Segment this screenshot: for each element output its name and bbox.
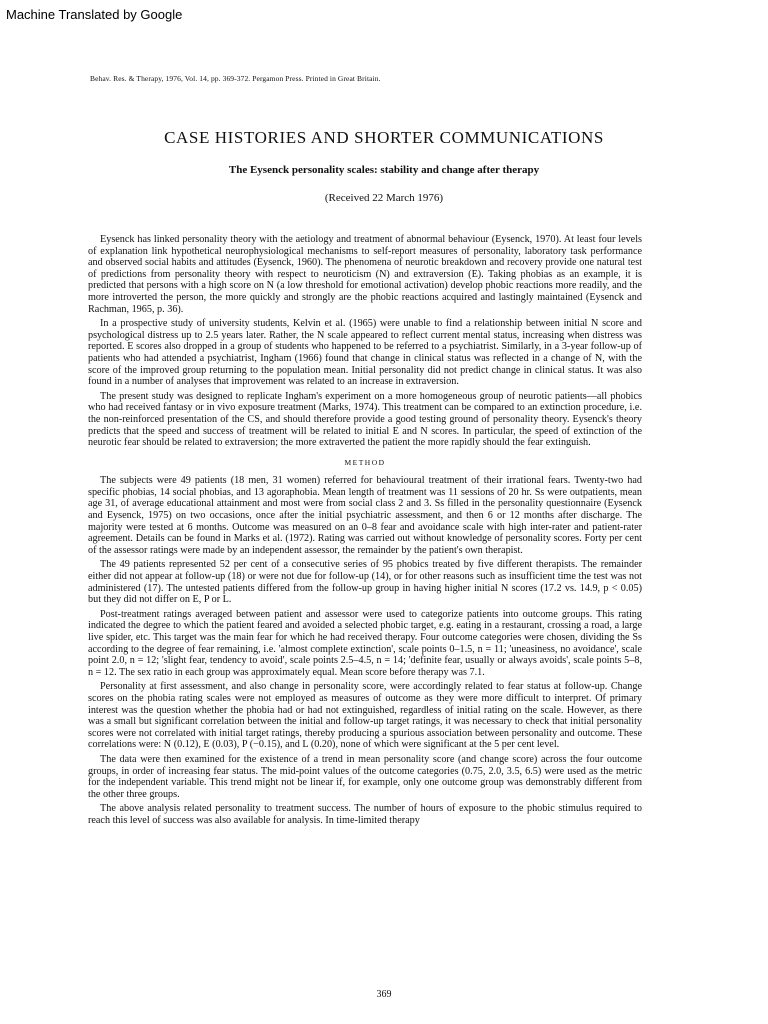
received-date: (Received 22 March 1976): [324, 192, 444, 204]
journal-reference: Behav. Res. & Therapy, 1976, Vol. 14, pp. 369-372. Pergamon Press. Printed in Great Britain.: [90, 74, 381, 83]
intro-paragraph-1: Eysenck has linked personality theory with the aetiology and treatment of abnormal behaviour (Eysenck, 1970). At least four levels of explanation link hypothetical neurophysiological mechanisms to self-report measures of personality, laboratory task performance and observed social habits and attitudes (Eysenck, 1960). The phenomena of neurotic breakdown and recovery provide one natural test of predictions from personality theory with respect to neuroticism (N) and extraversion (E). Taking phobias as an example, it is predicted that persons with a high score on N (a low threshold for emotional activation) develop phobic reactions more readily, and the more introverted the person, the more quickly and strongly are the phobic reactions acquired and lastingly maintained (Eysenck and Rachman, 1965, p. 36).: [88, 234, 642, 315]
section-title: CASE HISTORIES AND SHORTER COMMUNICATIONS: [164, 128, 604, 147]
translation-banner: Machine Translated by Google: [6, 7, 183, 22]
article-title: The Eysenck personality scales: stability and change after therapy: [228, 164, 540, 176]
method-paragraph-4: Personality at first assessment, and also change in personality score, were accordingly related to fear status at follow-up. Change scores on the phobia rating scales were not employed as measures of outcome as they were more difficult to interpret. Of primary interest was the question whether the phobia had or had not extinguished, regardless of initial rating on the scale. However, as there was a small but significant correlation between the initial and follow-up target ratings, it was necessary to check that initial personality scores were not correlated with initial target ratings, thereby producing a spurious association between personality and outcome. These correlations were: N (0.12), E (0.03), P (−0.15), and L (0.20), none of which were significant at the 5 per cent level.: [88, 681, 642, 751]
method-heading: METHOD: [344, 457, 386, 467]
method-paragraph-6: The above analysis related personality to treatment success. The number of hours of exposure to the phobic stimulus required to reach this level of success was also available for analysis. In time-limited therapy: [88, 803, 642, 826]
page-number: 369: [376, 989, 392, 1000]
method-paragraph-1: The subjects were 49 patients (18 men, 31 women) referred for behavioural treatment of their irrational fears. Twenty-two had specific phobias, 14 social phobias, and 13 agoraphobia. Mean length of treatment was 11 sessions of 20 hr. Ss were outpatients, mean age 31, of average educational attainment and most were from social class 2 and 3. Ss filled in the personality questionnaire (Eysenck and Eysenck, 1975) on two occasions, once after the initial psychiatric assessment, and then 6 or 12 months after discharge. The majority were tested at 6 months. Outcome was measured on an 0–8 fear and avoidance scale with high inter-rater and patient-rater agreement. Details can be found in Marks et al. (1972). Rating was carried out without knowledge of personality scores. Forty per cent of the assessor ratings were made by an independent assessor, the remainder by the patient's own therapist.: [88, 475, 642, 556]
method-paragraph-3: Post-treatment ratings averaged between patient and assessor were used to categorize patients into outcome groups. This rating indicated the degree to which the patient feared and avoided a selected phobic target, e.g. eating in a restaurant, crossing a road, a large live spider, etc. This target was the main fear for which he had received therapy. Four outcome categories were chosen, dividing the Ss according to the degree of fear remaining, i.e. 'almost complete extinction', scale points 0–1.5, n = 11; 'uneasiness, no avoidance', scale point 2.0, n = 12; 'slight fear, tendency to avoid', scale points 2.5–4.5, n = 14; 'definite fear, usually or always avoids', scale points 5–8, n = 12. The sex ratio in each group was approximately equal. Mean score before therapy was 7.1.: [88, 608, 642, 678]
article-body: [88, 234, 642, 830]
intro-paragraph-3: The present study was designed to replicate Ingham's experiment on a more homogeneous group of neurotic patients—all phobics who had received fantasy or in vivo exposure treatment (Marks, 1974). This treatment can be compared to an extinction procedure, i.e. the non-reinforced presentation of the CS, and should therefore provide a good testing ground of personality theory. Eysenck's theory predicts that the speed and success of treatment will be related to initial E and N scores. In particular, the speed of extinction of the neurotic fear should be related to extraversion; the more extraverted the patient the more rapidly should the fear extinguish.: [88, 390, 642, 449]
method-paragraph-5: The data were then examined for the existence of a trend in mean personality score (and change score) across the four outcome groups, in order of increasing fear status. The mid-point values of the outcome categories (0.75, 2.0, 3.5, 6.5) were used as the metric for the independent variable. This trend might not be linear if, for example, only one outcome group was demonstrably different from the other three groups.: [88, 753, 642, 800]
intro-paragraph-2: In a prospective study of university students, Kelvin et al. (1965) were unable to find a relationship between initial N score and psychological distress up to 2.5 years later. Rather, the N scale appeared to reflect current mental status, increasing when distress was reported. E scores also dropped in a group of students who happened to be referred to a psychiatrist. Similarly, in a 3-year follow-up of patients who had attended a psychiatrist, Ingham (1966) found that change in clinical status was reflected in a change of N, with the score of the improved group returning to the population mean. Initial personality did not predict change in clinical status. It was also found in a number of analyses that improvement was related to an increase in extraversion.: [88, 318, 642, 388]
method-paragraph-2: The 49 patients represented 52 per cent of a consecutive series of 95 phobics treated by five different therapists. The remainder either did not appear at follow-up (18) or were not due for follow-up (14), or for other reasons such as insufficient time the test was not administered (17). The untested patients differed from the follow-up group in having higher initial N scores (17.2 vs. 14.9, p < 0.05) but they did not differ on E, P or L.: [88, 559, 642, 606]
